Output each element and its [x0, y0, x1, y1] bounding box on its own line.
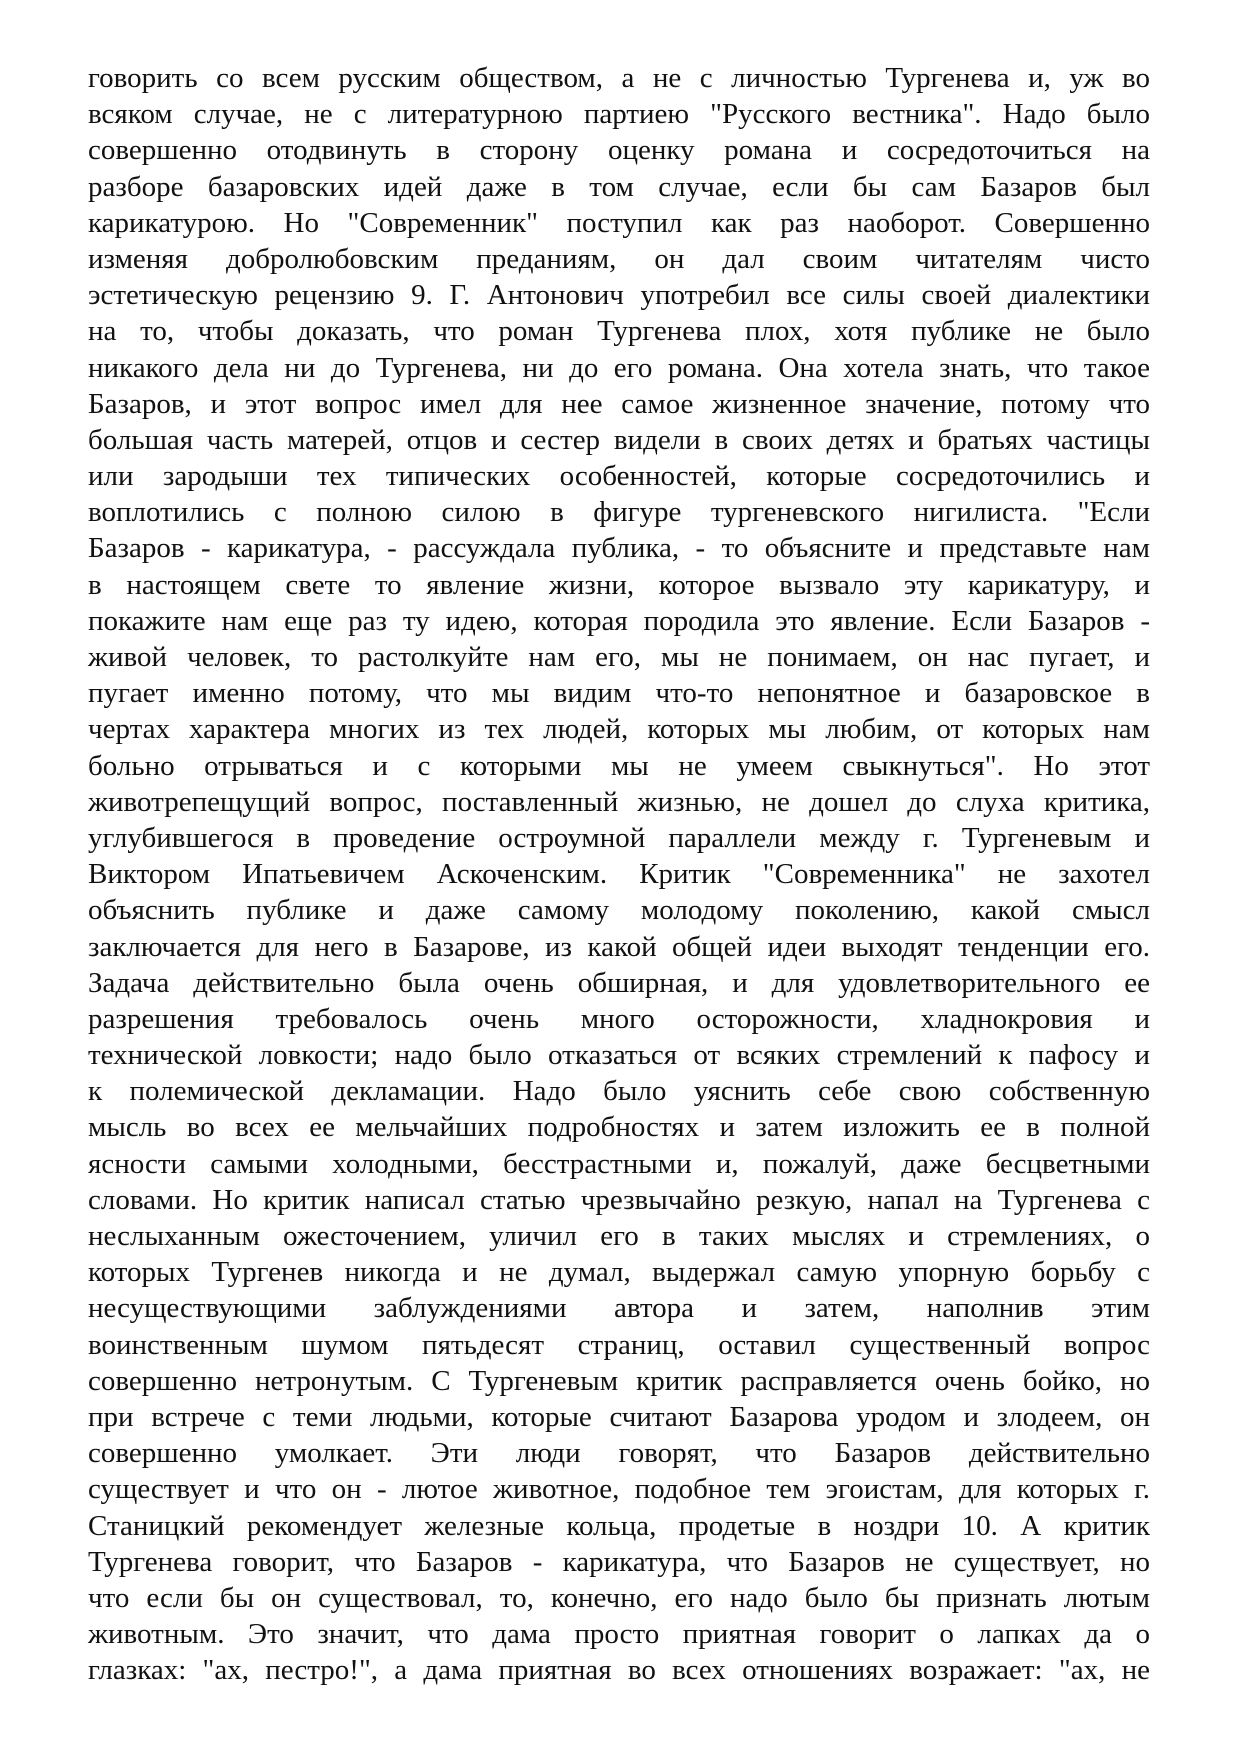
text-line: неслыханным ожесточением, уличил его в таких мыслях и стремлениях, о	[88, 1220, 1150, 1252]
text-line: совершенно нетронутым. С Тургеневым критик расправляется очень бойко, но	[88, 1364, 1150, 1397]
text-line: воинственным шумом пятьдесят страниц, оставил существенный вопрос	[88, 1328, 1150, 1361]
text-line: совершенно отодвинуть в сторону оценку романа и сосредоточиться на	[88, 134, 1150, 167]
text-line: Станицкий рекомендует железные кольца, продетые в ноздри 10. А критик	[88, 1509, 1150, 1542]
text-line: или зародыши тех типических особенностей, которые сосредоточились и	[88, 460, 1150, 493]
text-line: объяснить публике и даже самому молодому поколению, какой смысл	[88, 894, 1150, 927]
text-line: заключается для него в Базарове, из какой общей идеи выходят тенденции его.	[88, 930, 1150, 963]
text-line: животным. Это значит, что дама просто приятная говорит о лапках да о	[88, 1618, 1150, 1651]
text-line: воплотились с полною силою в фигуре тургеневского нигилиста. "Если	[88, 496, 1150, 529]
text-line: углубившегося в проведение остроумной параллели между г. Тургеневым и	[88, 821, 1150, 854]
text-line: никакого дела ни до Тургенева, ни до его романа. Она хотела знать, что такое	[88, 351, 1150, 384]
text-line: разрешения требовалось очень много осторожности, хладнокровия и	[88, 1002, 1150, 1035]
text-line: существует и что он - лютое животное, подобное тем эгоистам, для которых г.	[88, 1473, 1150, 1506]
text-line: Тургенева говорит, что Базаров - карикатура, что Базаров не существует, но	[88, 1545, 1150, 1578]
text-line: которых Тургенев никогда и не думал, выдержал самую упорную борьбу с	[88, 1256, 1150, 1289]
text-line: говорить со всем русским обществом, а не с личностью Тургенева и, уж во	[88, 62, 1150, 94]
text-line: больно отрываться и с которыми мы не умеем свыкнуться". Но этот	[88, 749, 1150, 782]
text-line: ясности самыми холодными, бесстрастными и, пожалуй, даже бесцветными	[88, 1147, 1150, 1180]
text-line: технической ловкости; надо было отказаться от всяких стремлений к пафосу и	[88, 1039, 1150, 1072]
text-line: на то, чтобы доказать, что роман Тургенева плох, хотя публике не было	[88, 315, 1150, 348]
text-line: пугает именно потому, что мы видим что-то непонятное и базаровское в	[88, 677, 1150, 710]
text-line: покажите нам еще раз ту идею, которая породила это явление. Если Базаров -	[88, 604, 1150, 637]
body-text	[88, 60, 1150, 1688]
text-line: большая часть матерей, отцов и сестер видели в своих детях и братьях частицы	[88, 423, 1150, 456]
text-line: при встрече с теми людьми, которые считают Базарова уродом и злодеем, он	[88, 1400, 1150, 1433]
text-line: живой человек, то растолкуйте нам его, мы не понимаем, он нас пугает, и	[88, 641, 1150, 673]
text-line: животрепещущий вопрос, поставленный жизнью, не дошел до слуха критика,	[88, 785, 1150, 818]
text-line: Базаров, и этот вопрос имел для нее самое жизненное значение, потому что	[88, 387, 1150, 420]
text-line: совершенно умолкает. Эти люди говорят, что Базаров действительно	[88, 1437, 1150, 1470]
text-line: к полемической декламации. Надо было уяснить себе свою собственную	[88, 1075, 1150, 1108]
text-line: карикатурою. Но "Современник" поступил как раз наоборот. Совершенно	[88, 206, 1150, 239]
text-line: мысль во всех ее мельчайших подробностях и затем изложить ее в полной	[88, 1111, 1150, 1144]
text-line: чертах характера многих из тех людей, которых мы любим, от которых нам	[88, 713, 1150, 746]
text-line: в настоящем свете то явление жизни, которое вызвало эту карикатуру, и	[88, 568, 1150, 601]
text-line: разборе базаровских идей даже в том случае, если бы сам Базаров был	[88, 170, 1150, 203]
text-line: Базаров - карикатура, - рассуждала публика, - то объясните и представьте нам	[88, 532, 1150, 565]
text-line: Задача действительно была очень обширная, и для удовлетворительного ее	[88, 966, 1150, 999]
text-line: несуществующими заблуждениями автора и затем, наполнив этим	[88, 1292, 1150, 1325]
text-line: что если бы он существовал, то, конечно, его надо было бы признать лютым	[88, 1581, 1150, 1614]
text-line: изменяя добролюбовским преданиям, он дал своим читателям чисто	[88, 242, 1150, 275]
text-line: глазках: "ах, пестро!", а дама приятная во всех отношениях возражает: "ах, не	[88, 1654, 1150, 1687]
text-line: эстетическую рецензию 9. Г. Антонович употребил все силы своей диалектики	[88, 279, 1150, 312]
text-line: словами. Но критик написал статью чрезвычайно резкую, напал на Тургенева с	[88, 1183, 1150, 1216]
text-line: Виктором Ипатьевичем Аскоченским. Критик "Современника" не захотел	[88, 858, 1150, 891]
text-line: всяком случае, не с литературною партиею "Русского вестника". Надо было	[88, 98, 1150, 131]
